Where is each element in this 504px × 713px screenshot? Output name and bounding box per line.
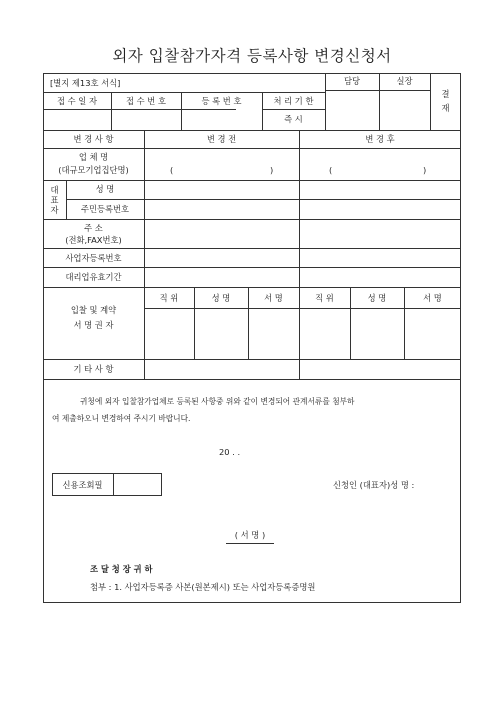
receipt-date-label: 접 수 일 자 — [57, 96, 97, 106]
attachment-note: 첨부 : 1. 사업자등록증 사본(원본제시) 또는 사업자등록증명원 — [90, 582, 316, 592]
approval-side-label-1: 결 — [441, 89, 450, 99]
name-header-before: 성 명 — [211, 293, 231, 303]
request-text-line-1: 귀청에 외자 입찰참가업체로 등록된 사항중 위와 같이 변경되어 관계서류를 첨부하 — [80, 397, 355, 406]
signer-label-2: 서 명 권 자 — [73, 320, 114, 330]
position-header-before: 직 위 — [159, 293, 179, 303]
registration-number-label: 등 록 번 호 — [201, 96, 242, 106]
rule — [43, 219, 461, 220]
rule — [430, 73, 431, 130]
receipt-number-label: 접 수 번 호 — [126, 96, 166, 106]
rule — [262, 109, 325, 110]
after-change-header: 변 경 후 — [365, 134, 395, 144]
agency-period-label: 대리업유효기간 — [65, 272, 122, 282]
address-label: 주 소 — [84, 223, 103, 233]
request-text-line-2: 여 제출하오니 변경하여 주시기 바랍니다. — [52, 414, 191, 423]
company-name-label: 업 체 명 — [78, 152, 109, 162]
position-header-after: 직 위 — [315, 293, 334, 303]
form-title: 외자 입찰참가자격 등록사항 변경신청서 — [112, 47, 392, 65]
rule — [43, 248, 461, 249]
address-sublabel: (전화,FAX번호) — [65, 235, 122, 245]
processing-period-value: 즉 시 — [284, 114, 303, 124]
rule — [43, 109, 236, 110]
date-line: 20 . . — [219, 447, 241, 457]
rule — [43, 180, 461, 181]
paren-close-after: ) — [423, 165, 427, 175]
applicant-label: 신청인 (대표자)성 명 : — [333, 480, 415, 490]
representative-name-label: 성 명 — [95, 184, 115, 194]
paren-close-before: ) — [270, 165, 274, 175]
change-item-header: 변 경 사 항 — [73, 134, 114, 144]
rule — [299, 130, 300, 379]
representative-label-2: 표 — [50, 195, 59, 205]
other-matters-label: 기 타 사 항 — [73, 364, 114, 374]
rule — [144, 130, 145, 379]
rule — [43, 379, 461, 380]
paren-open-before: ( — [170, 165, 174, 175]
processing-period-label: 처 리 기 한 — [273, 96, 314, 106]
rule — [43, 287, 461, 288]
company-name-sublabel: (대규모기업집단명) — [58, 165, 129, 175]
rule — [66, 199, 461, 200]
rule — [43, 92, 325, 93]
seal-underline — [226, 543, 274, 544]
representative-label-3: 자 — [50, 205, 59, 215]
signer-label-1: 입찰 및 계약 — [70, 305, 117, 315]
representative-label-1: 대 — [50, 185, 59, 195]
approval-staff-label: 담당 — [343, 76, 361, 86]
addressee: 조 달 청 장 귀 하 — [90, 564, 153, 574]
rule — [113, 473, 114, 496]
rule — [325, 90, 430, 91]
name-header-after: 성 명 — [367, 293, 387, 303]
representative-resident-no-label: 주민등록번호 — [80, 204, 130, 214]
form-number: [별지 제13호 서식] — [50, 78, 121, 88]
rule — [43, 267, 461, 268]
before-change-header: 변 경 전 — [206, 134, 237, 144]
signature-header-before: 서 명 — [264, 293, 283, 303]
signature-seal: ( 서 명 ) — [234, 530, 266, 540]
approval-chief-label: 실장 — [396, 76, 413, 86]
business-reg-no-label: 사업자등록번호 — [65, 253, 122, 263]
rule — [43, 130, 461, 131]
rule — [43, 359, 461, 360]
approval-side-label-2: 재 — [441, 103, 450, 113]
credit-check-label: 신용조회필 — [62, 480, 103, 490]
signature-header-after: 서 명 — [423, 293, 442, 303]
rule — [144, 308, 461, 309]
paren-open-after: ( — [329, 165, 333, 175]
rule — [43, 148, 461, 149]
